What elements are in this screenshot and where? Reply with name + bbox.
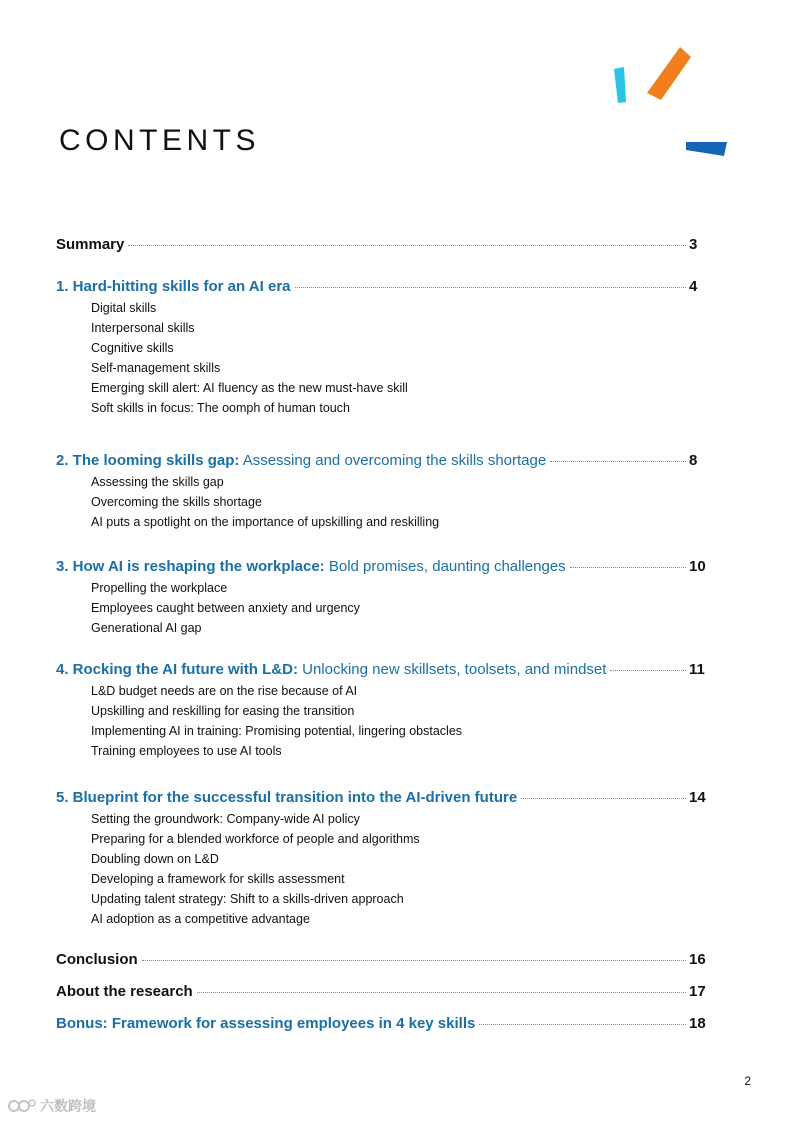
toc-section-1-page: 4 <box>689 278 698 295</box>
toc-entry-summary[interactable] <box>56 236 706 253</box>
toc-section-3-page: 10 <box>689 558 706 575</box>
toc-section-5-subitems <box>91 809 420 929</box>
toc-section-1-subitems <box>91 298 408 418</box>
toc-section-3-title: 3. How AI is reshaping the workplace: <box>56 558 325 575</box>
toc-section-2-subitems <box>91 472 439 532</box>
cyan-stroke <box>614 67 626 103</box>
dot-leader <box>197 992 686 993</box>
toc-subitem[interactable]: Cognitive skills <box>91 341 174 355</box>
toc-subitem[interactable]: Developing a framework for skills assessment <box>91 872 345 886</box>
dot-leader <box>550 461 686 462</box>
toc-section-4-subitems <box>91 681 462 761</box>
toc-section-3-subitems <box>91 578 360 638</box>
toc-subitem[interactable]: Self-management skills <box>91 361 221 375</box>
toc-subitem[interactable]: Doubling down on L&D <box>91 852 219 866</box>
toc-section-2-subtitle: Assessing and overcoming the skills shortage <box>239 452 547 469</box>
toc-subitem[interactable]: Preparing for a blended workforce of people and algorithms <box>91 832 420 846</box>
toc-subitem[interactable]: Generational AI gap <box>91 621 202 635</box>
toc-subitem[interactable]: Emerging skill alert: AI fluency as the new must-have skill <box>91 381 408 395</box>
toc-section-1-label: 1. Hard-hitting skills for an AI era <box>56 278 291 295</box>
toc-subitem[interactable]: Upskilling and reskilling for easing the transition <box>91 704 355 718</box>
toc-section-4-page: 11 <box>689 661 705 678</box>
orange-stroke <box>647 47 691 100</box>
toc-subitem[interactable]: Digital skills <box>91 301 157 315</box>
toc-subitem[interactable]: Assessing the skills gap <box>91 475 224 489</box>
dot-leader <box>521 798 686 799</box>
toc-entry-conclusion[interactable] <box>56 951 706 968</box>
toc-bonus-page: 18 <box>689 1015 706 1032</box>
toc-subitem[interactable]: AI puts a spotlight on the importance of upskilling and reskilling <box>91 515 440 529</box>
dot-leader <box>479 1024 686 1025</box>
toc-entry-section-5[interactable] <box>56 789 706 806</box>
page-number: 2 <box>744 1074 751 1088</box>
toc-section-5-label: 5. Blueprint for the successful transition into the AI-driven future <box>56 789 518 806</box>
toc-entry-section-3[interactable] <box>56 558 706 575</box>
watermark-text: 六数跨境 <box>40 1098 96 1114</box>
toc-section-3-label <box>56 558 566 575</box>
dot-leader <box>128 245 686 246</box>
toc-section-2-page: 8 <box>689 452 698 469</box>
toc-entry-section-2[interactable] <box>56 452 706 469</box>
dot-leader <box>570 567 686 568</box>
toc-summary-page: 3 <box>689 236 698 253</box>
brand-accent-strokes <box>600 40 740 165</box>
toc-section-2-label <box>56 452 546 469</box>
toc-subitem[interactable]: Training employees to use AI tools <box>91 744 282 758</box>
toc-conclusion-label: Conclusion <box>56 951 138 968</box>
toc-subitem[interactable]: Propelling the workplace <box>91 581 228 595</box>
watermark-logo-icon <box>8 1098 36 1114</box>
toc-entry-section-4[interactable] <box>56 661 706 678</box>
toc-section-4-subtitle: Unlocking new skillsets, toolsets, and mindset <box>297 661 607 678</box>
toc-subitem[interactable]: Employees caught between anxiety and urgency <box>91 601 360 615</box>
page-title: CONTENTS <box>59 124 260 157</box>
toc-entry-bonus[interactable] <box>56 1015 706 1032</box>
toc-about-page: 17 <box>689 983 706 1000</box>
toc-section-3-subtitle: Bold promises, daunting challenges <box>324 558 566 575</box>
dot-leader <box>142 960 686 961</box>
toc-subitem[interactable]: Setting the groundwork: Company-wide AI policy <box>91 812 360 826</box>
toc-subitem[interactable]: Implementing AI in training: Promising potential, lingering obstacles <box>91 724 463 738</box>
toc-summary-label: Summary <box>56 236 125 253</box>
dot-leader <box>610 670 686 671</box>
toc-bonus-label: Bonus: Framework for assessing employees in 4 key skills <box>56 1015 476 1032</box>
navy-stroke <box>686 142 727 156</box>
toc-conclusion-page: 16 <box>689 951 706 968</box>
toc-section-4-title: 4. Rocking the AI future with L&D: <box>56 661 298 678</box>
toc-section-5-page: 14 <box>689 789 706 806</box>
toc-entry-about[interactable] <box>56 983 706 1000</box>
toc-subitem[interactable]: Interpersonal skills <box>91 321 195 335</box>
toc-section-4-label <box>56 661 606 678</box>
toc-subitem[interactable]: L&D budget needs are on the rise because of AI <box>91 684 358 698</box>
dot-leader <box>295 287 687 288</box>
toc-section-2-title: 2. The looming skills gap: <box>56 452 240 469</box>
toc-subitem[interactable]: Updating talent strategy: Shift to a skills-driven approach <box>91 892 404 906</box>
toc-entry-section-1[interactable] <box>56 278 706 295</box>
watermark <box>8 1096 96 1116</box>
toc-subitem[interactable]: Soft skills in focus: The oomph of human touch <box>91 401 350 415</box>
toc-subitem[interactable]: Overcoming the skills shortage <box>91 495 262 509</box>
toc-about-label: About the research <box>56 983 193 1000</box>
toc-subitem[interactable]: AI adoption as a competitive advantage <box>91 912 310 926</box>
